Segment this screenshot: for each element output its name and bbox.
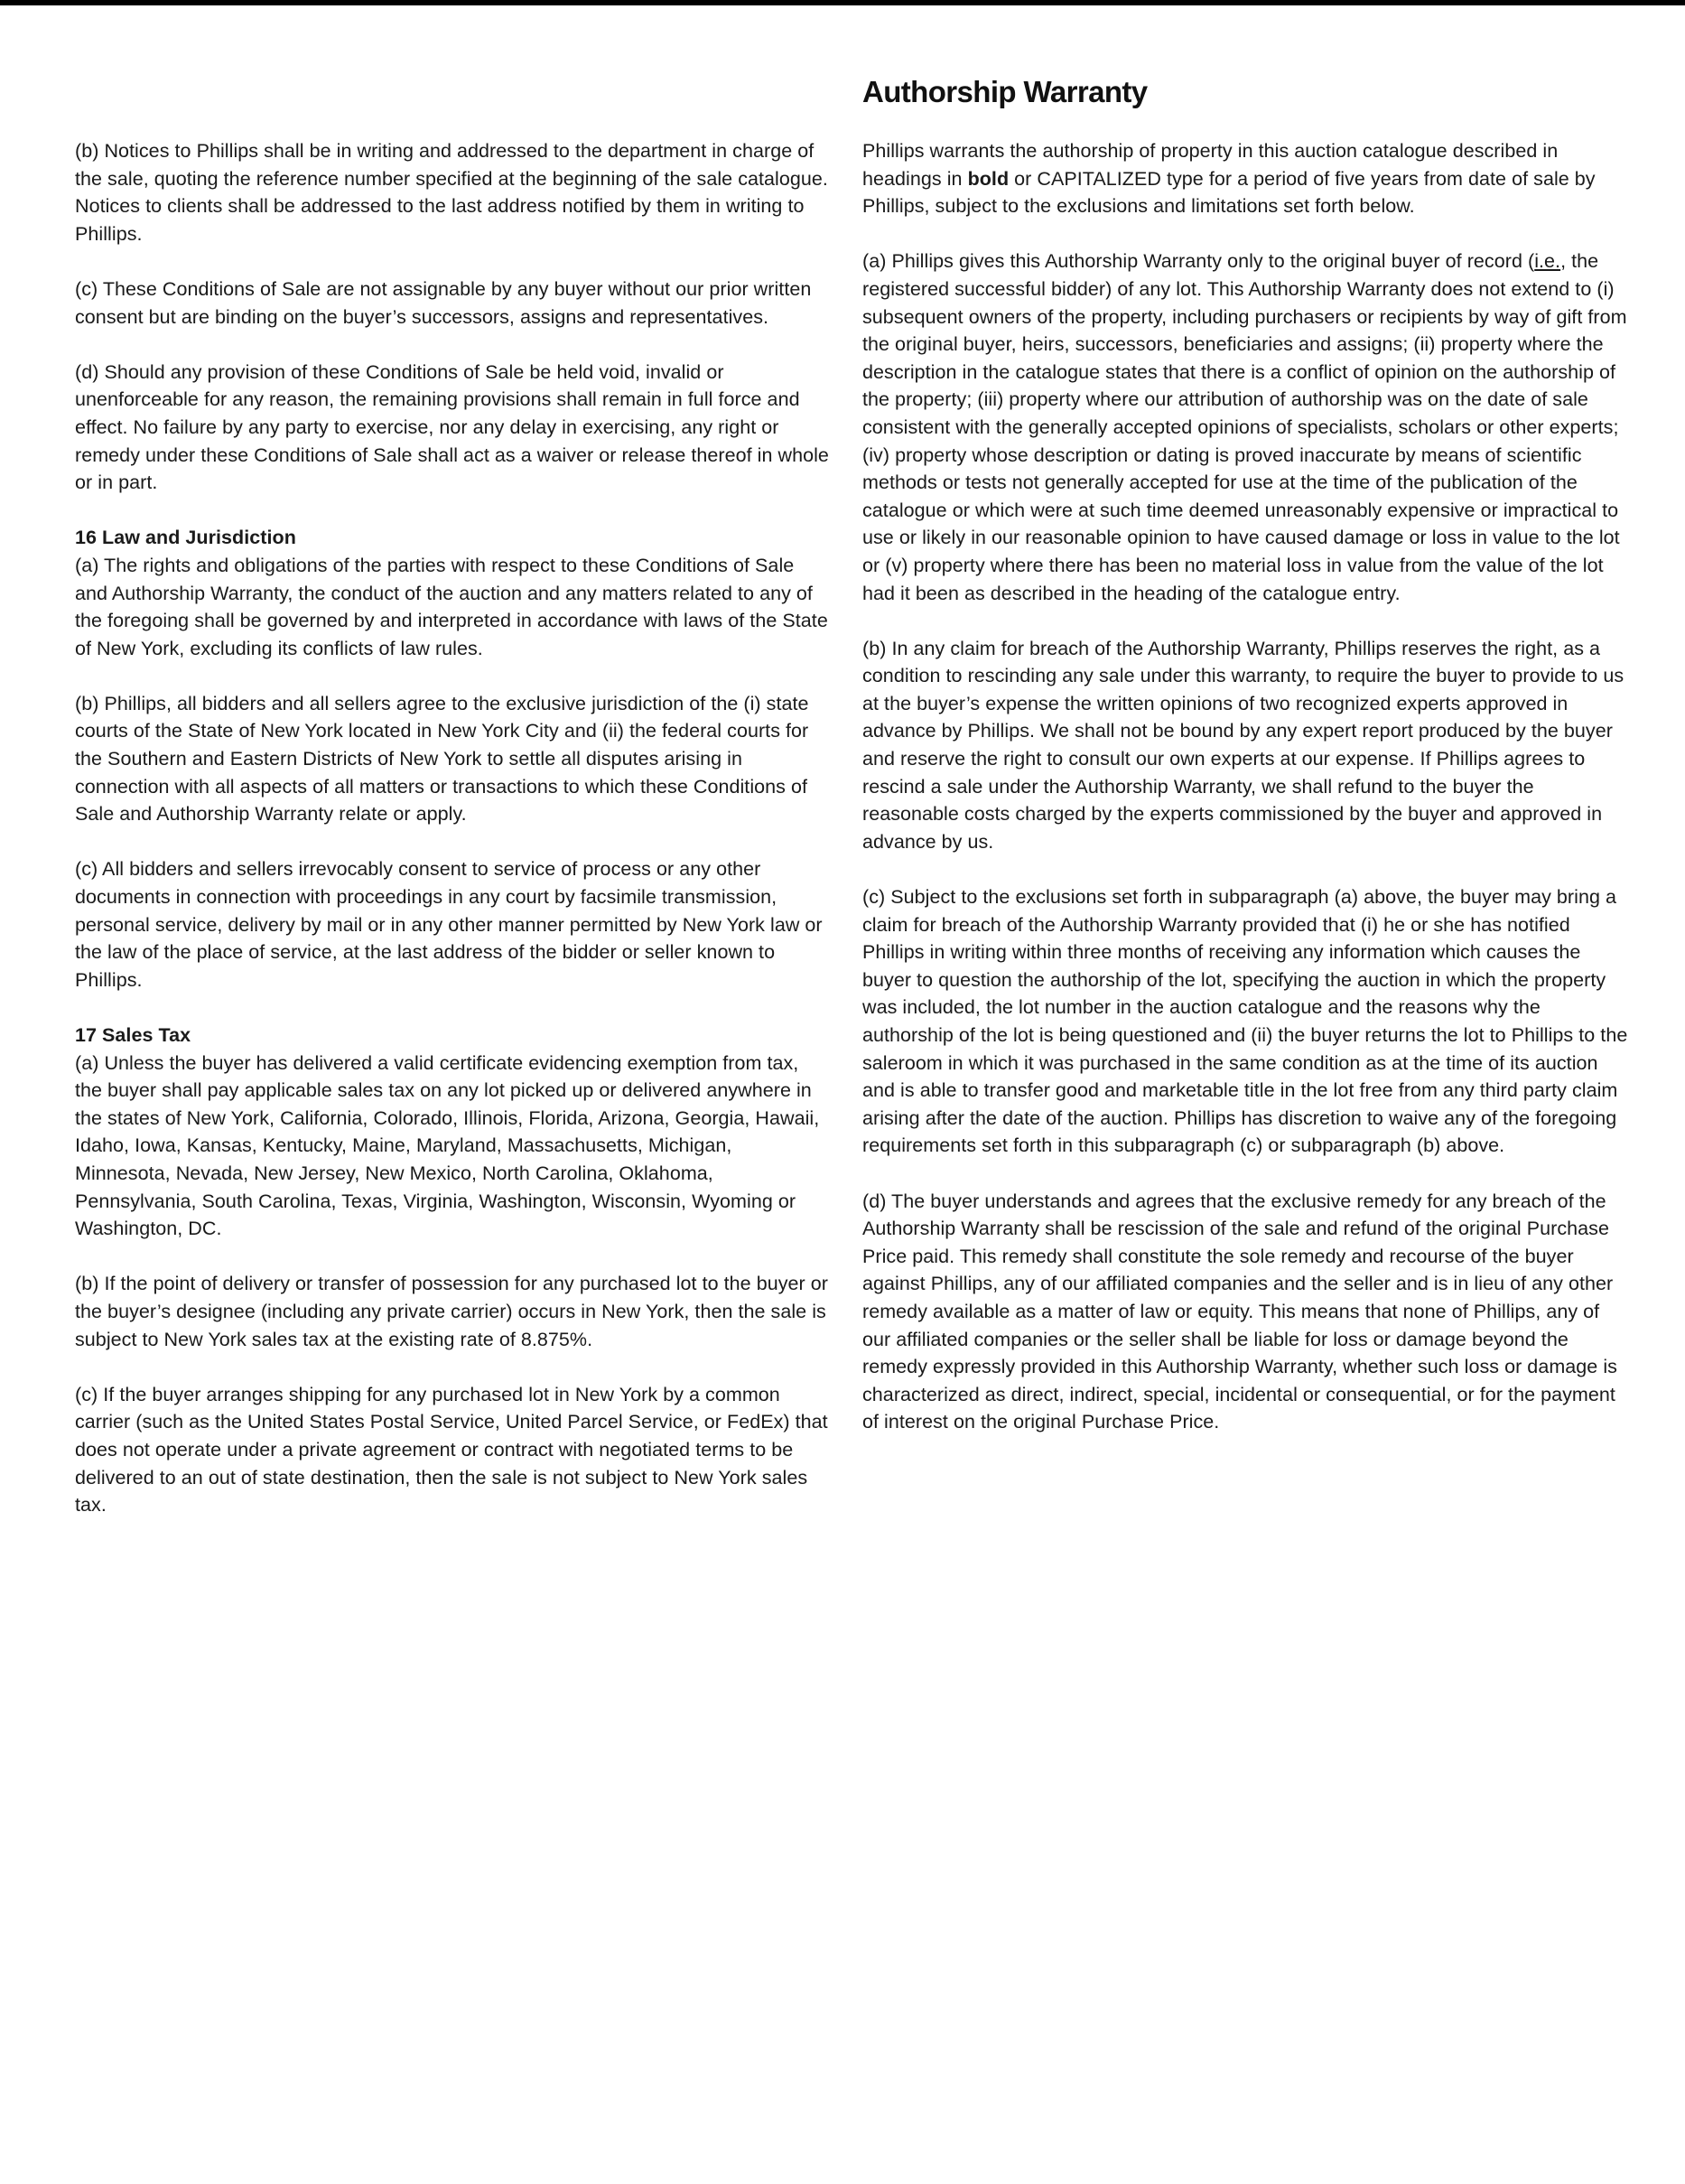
tax-heading: 17 Sales Tax [75,1024,191,1046]
warranty-paragraph-a [862,247,1630,607]
tax-paragraph-c: (c) If the buyer arranges shipping for any purchased lot in New York by a common carrier (such as the United States Postal Service, United Parcel Service, or FedEx) that does not operate under a private agreement or contract with negotiated terms to be delivered to an out of state destination, then the sale is not subject to New York sales tax. [75,1383,828,1517]
law-heading: 16 Law and Jurisdiction [75,527,296,549]
notice-paragraph-b: (b) Notices to Phillips shall be in writing and addressed to the department in charge of the sale, quoting the reference number specified at the beginning of the sale catalogue. Notices to clients shall be addressed to the last address notified by them in writing to Phillips. [75,140,828,245]
intro-bold-word: bold [967,167,1010,190]
warranty-a-text-2: , the registered successful bidder) of any lot. This Authorship Warranty does not extend to (i) subsequent owners of the property, including purchasers or recipients by way of gift from the original buyer, heirs, successors, beneficiaries and assigns; (ii) property where the description in the catalogue states that there is a conflict of opinion on the authorship of the property; (iii) property where our attribution of authorship was on the date of sale consistent with the generally accepted opinions of specialists, scholars or other experts; (iv) property whose description or dating is proved inaccurate by means of scientific methods or tests not generally accepted for use at the time of the publication of the catalogue or which were at such time deemed unreasonably expensive or impractical to use or likely in our reasonable opinion to have caused damage or loss in value to the lot or (v) property where there has been no material loss in value from the value of the lot had it been as described in the heading of the catalogue entry. [862,250,1627,604]
ie-abbreviation: i.e. [1534,250,1561,273]
intro-text-2: or CAPITALIZED type for a period of five years from date of sale by Phillips, subject to the exclusions and limitations set forth below. [862,167,1596,218]
warranty-paragraph-d: (d) The buyer understands and agrees that the exclusive remedy for any breach of the Authorship Warranty shall be rescission of the sale and refund of the original Purchase Price paid. This remedy shall constitute the sole remedy and recourse of the buyer against Phillips, any of our affiliated companies and the seller and is in lieu of any other remedy available as a matter of law or equity. This means that none of Phillips, any of our affiliated companies or the seller shall be liable for loss or damage beyond the remedy expressly provided in this Authorship Warranty, whether such loss or damage is characterized as direct, indirect, special, incidental or consequential, or for the payment of interest on the original Purchase Price. [862,1190,1617,1433]
section-title: Authorship Warranty [862,75,1148,108]
intro-text-1: Phillips warrants the authorship of property in this auction catalogue described in headings in [862,140,1559,190]
warranty-paragraph-c: (c) Subject to the exclusions set forth in subparagraph (a) above, the buyer may bring a claim for breach of the Authorship Warranty provided that (i) he or she has notified Phillips in writing within three months of receiving any information which causes the buyer to question the authorship of the lot, specifying the auction in which the property was included, the lot number in the auction catalogue and the reasons why the authorship of the lot is being questioned and (ii) the buyer returns the lot to Phillips to the saleroom in which it was purchased in the same condition as at the time of its auction and is able to transfer good and marketable title in the lot free from any third party claim arising after the date of the auction. Phillips has discretion to waive any of the foregoing requirements set forth in this subparagraph (c) or subparagraph (b) above. [862,886,1628,1157]
notice-paragraph-c: (c) These Conditions of Sale are not assignable by any buyer without our prior written consent but are binding on the buyer’s successors, assigns and representatives. [75,277,812,328]
law-paragraph-a: (a) The rights and obligations of the parties with respect to these Conditions of Sale and Authorship Warranty, the conduct of the auction and any matters related to any of the foregoing shall be governed by and interpreted in accordance with laws of the State of New York, excluding its conflicts of law rules. [75,554,828,659]
law-paragraph-b: (b) Phillips, all bidders and all sellers agree to the exclusive jurisdiction of the (i) state courts of the State of New York located in New York City and (ii) the federal courts for the Southern and Eastern Districts of New York to settle all disputes arising in connection with all aspects of all matters or transactions to which these Conditions of Sale and Authorship Warranty relate or apply. [75,692,809,826]
tax-paragraph-a: (a) Unless the buyer has delivered a valid certificate evidencing exemption from tax, the buyer shall pay applicable sales tax on any lot picked up or delivered anywhere in the states of New York, California, Colorado, Illinois, Florida, Arizona, Georgia, Hawaii, Idaho, Iowa, Kansas, Kentucky, Maine, Maryland, Massachusetts, Michigan, Minnesota, Nevada, New Jersey, New Mexico, North Carolina, Oklahoma, Pennsylvania, South Carolina, Texas, Virginia, Washington, Wisconsin, Wyoming or Washington, DC. [75,1051,820,1240]
warranty-paragraph-b: (b) In any claim for breach of the Authorship Warranty, Phillips reserves the right, as a condition to rescinding any sale under this warranty, to require the buyer to provide to us at the buyer’s expense the written opinions of two recognized experts approved in advance by Phillips. We shall not be bound by any expert report produced by the buyer and reserve the right to consult our own experts at our expense. If Phillips agrees to rescind a sale under the Authorship Warranty, we shall refund to the buyer the reasonable costs charged by the experts commissioned by the buyer and approved in advance by us. [862,637,1624,853]
warranty-intro [862,137,1630,220]
warranty-a-text-1: (a) Phillips gives this Authorship Warranty only to the original buyer of record ( [862,250,1535,273]
tax-section [75,1022,830,1243]
tax-paragraph-b: (b) If the point of delivery or transfer of possession for any purchased lot to the buyer or the buyer’s designee (including any private carrier) occurs in New York, then the sale is subject to New York sales tax at the existing rate of 8.875%. [75,1273,828,1350]
law-paragraph-c: (c) All bidders and sellers irrevocably consent to service of process or any other documents in connection with proceedings in any court by facsimile transmission, personal service, delivery by mail or in any other manner permitted by New York law or the law of the place of service, at the last address of the bidder or seller known to Phillips. [75,858,823,991]
law-section [75,524,830,662]
left-column [75,0,830,1546]
notice-paragraph-d: (d) Should any provision of these Conditions of Sale be held void, invalid or unenforceable for any reason, the remaining provisions shall remain in full force and effect. No failure by any party to exercise, nor any delay in exercising, any right or remedy under these Conditions of Sale shall act as a waiver or release thereof in whole or in part. [75,360,829,494]
right-column [862,0,1630,1464]
